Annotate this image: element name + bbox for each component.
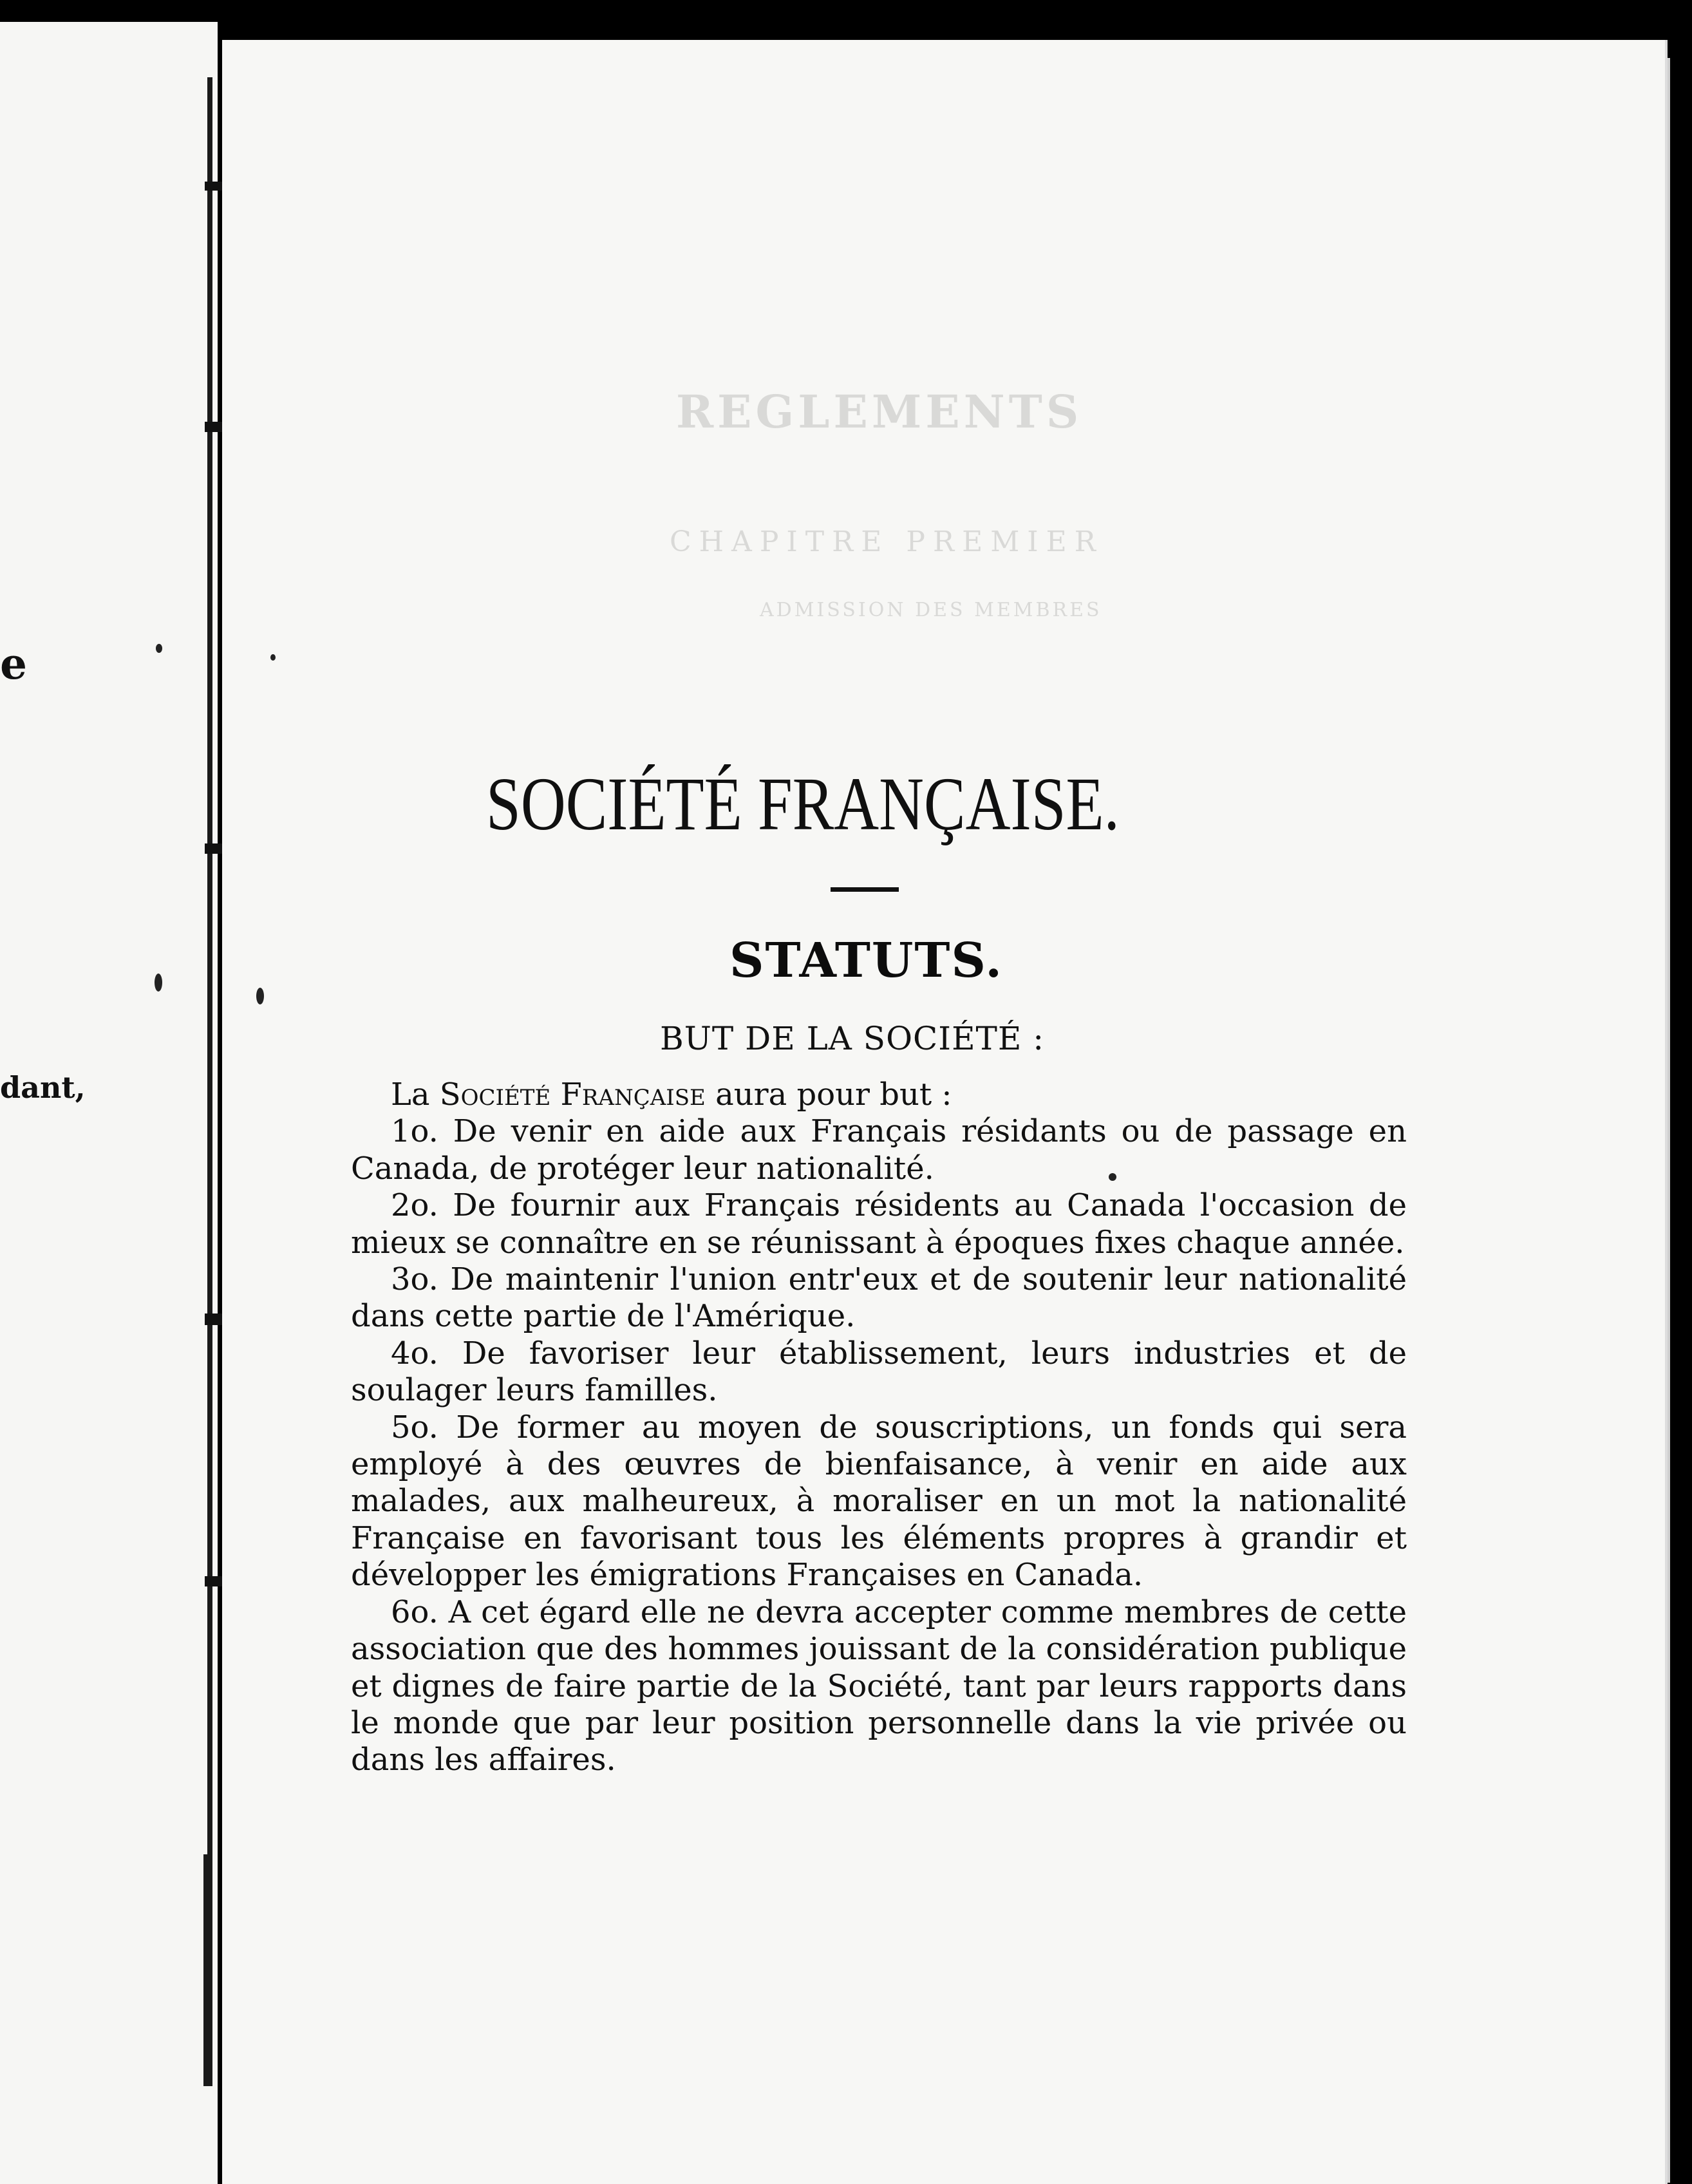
article-2: 2o. De fournir aux Français résidents au Canada l'occasion de mieux se connaître en se réunissant à époques fixes chaque année.	[351, 1187, 1407, 1261]
intro-paragraph: La Société Française aura pour but :	[391, 1077, 952, 1113]
document-title: SOCIÉTÉ FRANÇAISE.	[486, 762, 1120, 846]
article-4: 4o. De favoriser leur établissement, leurs industries et de soulager leurs familles.	[351, 1335, 1407, 1409]
show-through-text: REGLEMENTS	[676, 385, 1083, 438]
show-through-text: ADMISSION DES MEMBRES	[760, 599, 1102, 621]
statutes-body	[351, 1077, 1407, 1779]
section-subheading: BUT DE LA SOCIÉTÉ :	[660, 1020, 1045, 1057]
article-1: 1o. De venir en aide aux Français résidants ou de passage en Canada, de protéger leur nationalité.	[351, 1113, 1407, 1187]
article-3: 3o. De maintenir l'union entr'eux et de soutenir leur nationalité dans cette partie de l'Amérique.	[351, 1261, 1407, 1335]
show-through-text: CHAPITRE PREMIER	[670, 525, 1104, 558]
left-page-fragment: e	[0, 639, 27, 689]
society-name: Société Française	[439, 1077, 706, 1113]
title-rule	[831, 887, 899, 892]
section-heading: STATUTS.	[729, 933, 1004, 988]
left-page-fragment: dant,	[0, 1070, 86, 1105]
article-5: 5o. De former au moyen de souscriptions, un fonds qui sera employé à des œuvres de bienfaisance, à venir en aide aux malades, aux malheureux, à moraliser en un mot la nationalité Française en favorisant tous les éléments propres à grandir et développer les émigrations Françaises en Canada.	[351, 1409, 1407, 1594]
article-6: 6o. A cet égard elle ne devra accepter comme membres de cette association que des hommes jouissant de la considération publique et dignes de faire partie de la Société, tant par leurs rapports dans le monde que par leur position personnelle dans la vie privée ou dans les affaires.	[351, 1594, 1407, 1778]
